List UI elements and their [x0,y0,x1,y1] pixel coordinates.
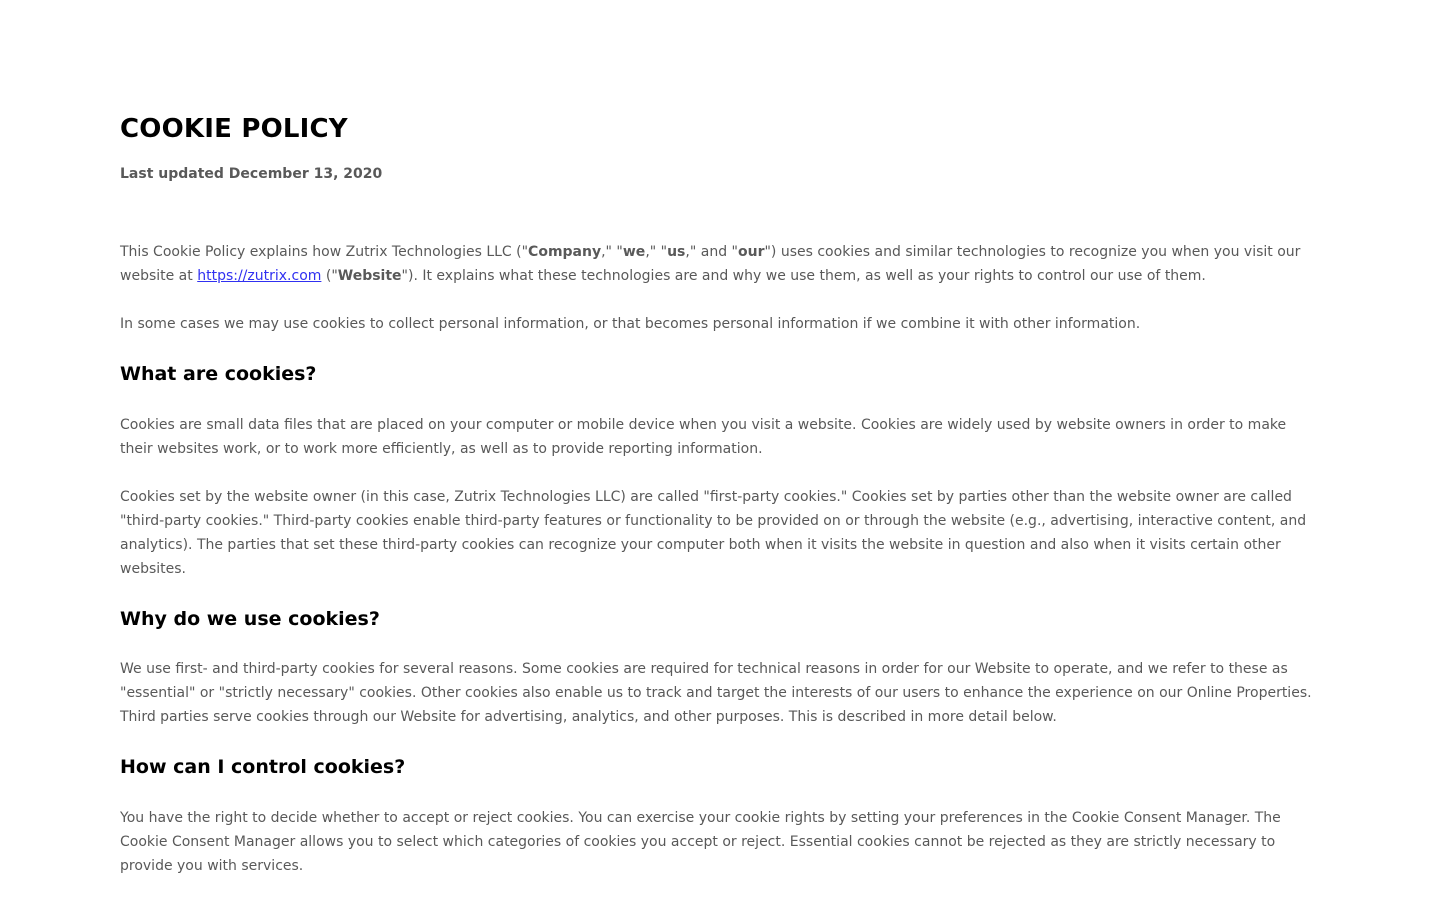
what-are-cookies-heading: What are cookies? [120,363,317,385]
why-use-cookies-paragraph: We use first- and third-party cookies for several reasons. Some cookies are required for technical reasons in order for our Website to operate, and we refer to these as "essential" or "strictly necessary" cookies. Other cookies also enable us to track and target the interests of our users to enhance the experience on our Online Properties. Third parties serve cookies through our Website for advertising, analytics, and other purposes. This is described in more detail below. [120,661,1312,725]
what-are-cookies-paragraph-2: Cookies set by the website owner (in this case, Zutrix Technologies LLC) are called "first-party cookies." Cookies set by parties other than the website owner are called "third-party cookies." Third-party cookies enable third-party features or functionality to be provided on or through the website (e.g., advertising, interactive content, and analytics). The parties that set these third-party cookies can recognize your computer both when it visits the website in question and also when it visits certain other websites. [120,489,1307,577]
intro-text-1: This Cookie Policy explains how Zutrix Technologies LLC (" [120,244,529,260]
page-title: COOKIE POLICY [120,114,348,144]
intro-text-3: ," " [645,244,668,260]
we-term: we [622,244,646,260]
company-term: Company [528,244,602,260]
intro-paragraph [120,240,1320,288]
intro-text-6: (" [321,268,338,284]
control-cookies-heading: How can I control cookies? [120,756,406,778]
us-term: us [667,244,686,260]
control-cookies-paragraph: You have the right to decide whether to accept or reject cookies. You can exercise your cookie rights by setting your preferences in the Cookie Consent Manager. The Cookie Consent Manager allows you to select which categories of cookies you accept or reject. Essential cookies cannot be rejected as they are strictly necessary to provide you with services. [120,810,1281,874]
intro-text-4: ," and " [685,244,738,260]
last-updated-date: Last updated December 13, 2020 [120,166,383,182]
personal-info-paragraph: In some cases we may use cookies to collect personal information, or that becomes personal information if we combine it with other information. [120,316,1141,332]
website-term: Website [337,268,402,284]
what-are-cookies-paragraph-1: Cookies are small data files that are placed on your computer or mobile device when you visit a website. Cookies are widely used by website owners in order to make their websites work, or to work more efficiently, as well as to provide reporting information. [120,417,1287,457]
intro-text-7: "). It explains what these technologies are and why we use them, as well as your rights to control our use of them. [401,268,1206,284]
intro-text-2: ," " [601,244,623,260]
intro-text-5: ") uses cookies and similar technologies to recognize you when you visit our website at [120,244,1301,284]
why-use-cookies-heading: Why do we use cookies? [120,608,380,630]
our-term: our [737,244,765,260]
website-link[interactable]: https://zutrix.com [197,268,322,284]
